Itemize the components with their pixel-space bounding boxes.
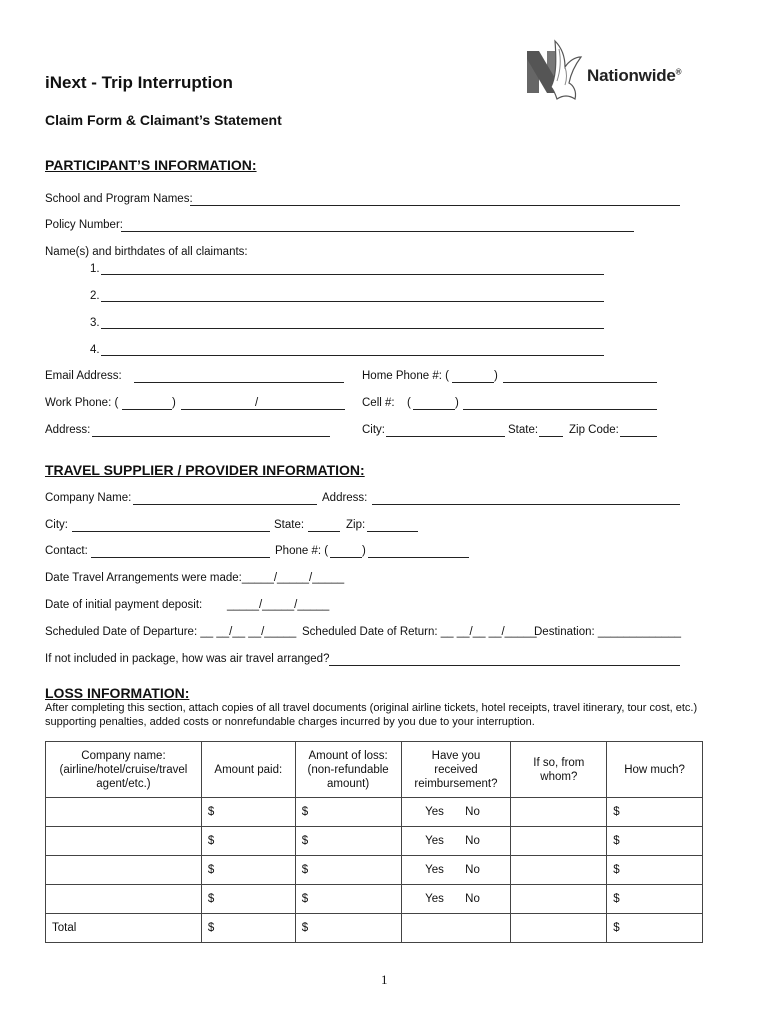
claimant-field-2[interactable] [101,301,604,302]
form-subtitle: Claim Form & Claimant’s Statement [45,112,282,128]
amount-loss-cell[interactable]: $ [295,827,401,856]
table-row [46,798,703,827]
col-from-whom: If so, from whom? [511,742,607,798]
claimant-number-1: 1. [90,263,100,275]
supplier-address-label: Address: [322,492,368,504]
city-field[interactable] [386,436,505,437]
supplier-phone-number-field[interactable] [368,557,469,558]
no-option[interactable]: No [465,893,480,905]
cell-close: ) [455,397,459,409]
col-amount-of-loss: Amount of loss: (non-refundable amount) [295,742,401,798]
city-label: City: [362,424,385,436]
supplier-section-heading: TRAVEL SUPPLIER / PROVIDER INFORMATION: [45,462,365,478]
supplier-company-field[interactable] [133,504,317,505]
home-phone-area-field[interactable] [452,382,494,383]
work-phone-area-field[interactable] [122,409,172,410]
air-travel-label: If not included in package, how was air travel arranged? [45,653,330,665]
total-row [46,914,703,943]
company-cell[interactable] [46,798,202,827]
loss-section-heading: LOSS INFORMATION: [45,685,190,701]
no-option[interactable]: No [465,864,480,876]
nationwide-brand-text: Nationwide® [587,66,682,85]
home-phone-label: Home Phone #: ( [362,370,449,382]
total-reimbursement-cell [401,914,511,943]
how-much-cell[interactable]: $ [607,856,703,885]
supplier-phone-label: Phone #: ( [275,545,329,557]
policy-number-field[interactable] [121,231,634,232]
claimant-field-1[interactable] [101,274,604,275]
amount-paid-cell[interactable]: $ [201,798,295,827]
state-label: State: [508,424,539,436]
total-how-much-cell[interactable]: $ [607,914,703,943]
air-travel-field[interactable] [329,665,680,666]
zip-code-label: Zip Code: [569,424,619,436]
no-option[interactable]: No [465,835,480,847]
cell-number-field[interactable] [463,409,657,410]
cell-open: ( [407,397,411,409]
yes-option[interactable]: Yes [425,806,444,818]
cell-area-field[interactable] [413,409,455,410]
departure-date-field[interactable]: Scheduled Date of Departure: __ __/__ __/_____ [45,626,297,638]
state-field[interactable] [539,436,563,437]
supplier-zip-field[interactable] [367,531,418,532]
amount-paid-cell[interactable]: $ [201,885,295,914]
supplier-phone-close: ) [362,545,366,557]
amount-paid-cell[interactable]: $ [201,856,295,885]
reimbursement-cell [401,827,511,856]
work-phone-close: ) [172,397,176,409]
initial-payment-field[interactable]: _____/_____/_____ [227,599,330,611]
supplier-contact-label: Contact: [45,545,88,557]
table-row [46,827,703,856]
supplier-phone-area-field[interactable] [330,557,362,558]
work-phone-number-field[interactable] [181,409,345,410]
nationwide-eagle-logo [525,37,585,107]
yes-option[interactable]: Yes [425,864,444,876]
home-phone-close: ) [494,370,498,382]
how-much-cell[interactable]: $ [607,827,703,856]
company-cell[interactable] [46,885,202,914]
return-date-field[interactable]: Scheduled Date of Return: __ __/__ __/_____ [302,626,537,638]
supplier-company-label: Company Name: [45,492,132,504]
zip-code-field[interactable] [620,436,657,437]
col-how-much: How much? [607,742,703,798]
from-whom-cell[interactable] [511,827,607,856]
home-phone-number-field[interactable] [503,382,657,383]
loss-table-header [46,742,703,798]
claimant-field-3[interactable] [101,328,604,329]
address-field[interactable] [92,436,330,437]
table-row [46,885,703,914]
how-much-cell[interactable]: $ [607,885,703,914]
email-label: Email Address: [45,370,122,382]
from-whom-cell[interactable] [511,798,607,827]
supplier-city-field[interactable] [72,531,270,532]
how-much-cell[interactable]: $ [607,798,703,827]
supplier-contact-field[interactable] [91,557,270,558]
claimant-number-3: 3. [90,317,100,329]
supplier-city-label: City: [45,519,68,531]
work-phone-label: Work Phone: ( [45,397,119,409]
date-arrangements-field[interactable]: Date Travel Arrangements were made:_____/_____/_____ [45,572,345,584]
amount-paid-cell[interactable]: $ [201,827,295,856]
table-row [46,856,703,885]
company-cell[interactable] [46,827,202,856]
reimbursement-cell [401,856,511,885]
yes-option[interactable]: Yes [425,835,444,847]
supplier-address-field[interactable] [372,504,680,505]
col-reimbursement: Have you received reimbursement? [401,742,511,798]
form-title: iNext - Trip Interruption [45,73,233,92]
work-phone-slash: / [255,397,259,409]
claimant-number-2: 2. [90,290,100,302]
total-amount-loss-cell[interactable]: $ [295,914,401,943]
no-option[interactable]: No [465,806,480,818]
claimant-field-4[interactable] [101,355,604,356]
initial-payment-label: Date of initial payment deposit: [45,599,203,611]
supplier-zip-label: Zip: [346,519,366,531]
loss-instructions-line-2: supporting penalties, added costs or nonrefundable charges incurred by you due to your interruption. [45,716,535,728]
col-company-name: Company name: (airline/hotel/cruise/travel agent/etc.) [46,742,202,798]
reimbursement-cell [401,798,511,827]
from-whom-cell[interactable] [511,856,607,885]
loss-instructions-line-1: After completing this section, attach copies of all travel documents (original airline tickets, hotel receipts, travel itinerary, tour cost, etc.) [45,702,698,714]
supplier-state-field[interactable] [308,531,340,532]
destination-field[interactable]: Destination: _____________ [534,626,682,638]
supplier-state-label: State: [274,519,305,531]
col-amount-paid: Amount paid: [201,742,295,798]
claimant-number-4: 4. [90,344,100,356]
claimants-label: Name(s) and birthdates of all claimants: [45,246,248,258]
from-whom-cell[interactable] [511,885,607,914]
total-from-whom-cell [511,914,607,943]
reimbursement-cell [401,885,511,914]
amount-loss-cell[interactable]: $ [295,856,401,885]
email-field[interactable] [134,382,344,383]
school-program-label: School and Program Names: [45,193,193,205]
amount-loss-cell[interactable]: $ [295,885,401,914]
total-amount-paid-cell[interactable]: $ [201,914,295,943]
cell-label: Cell #: [362,397,395,409]
loss-table [45,741,703,943]
participant-section-heading: PARTICIPANT’S INFORMATION: [45,157,257,173]
amount-loss-cell[interactable]: $ [295,798,401,827]
address-label: Address: [45,424,91,436]
total-label: Total [46,914,202,943]
company-cell[interactable] [46,856,202,885]
page-number: 1 [381,972,388,987]
school-program-field[interactable] [190,205,680,206]
policy-number-label: Policy Number: [45,219,123,231]
yes-option[interactable]: Yes [425,893,444,905]
